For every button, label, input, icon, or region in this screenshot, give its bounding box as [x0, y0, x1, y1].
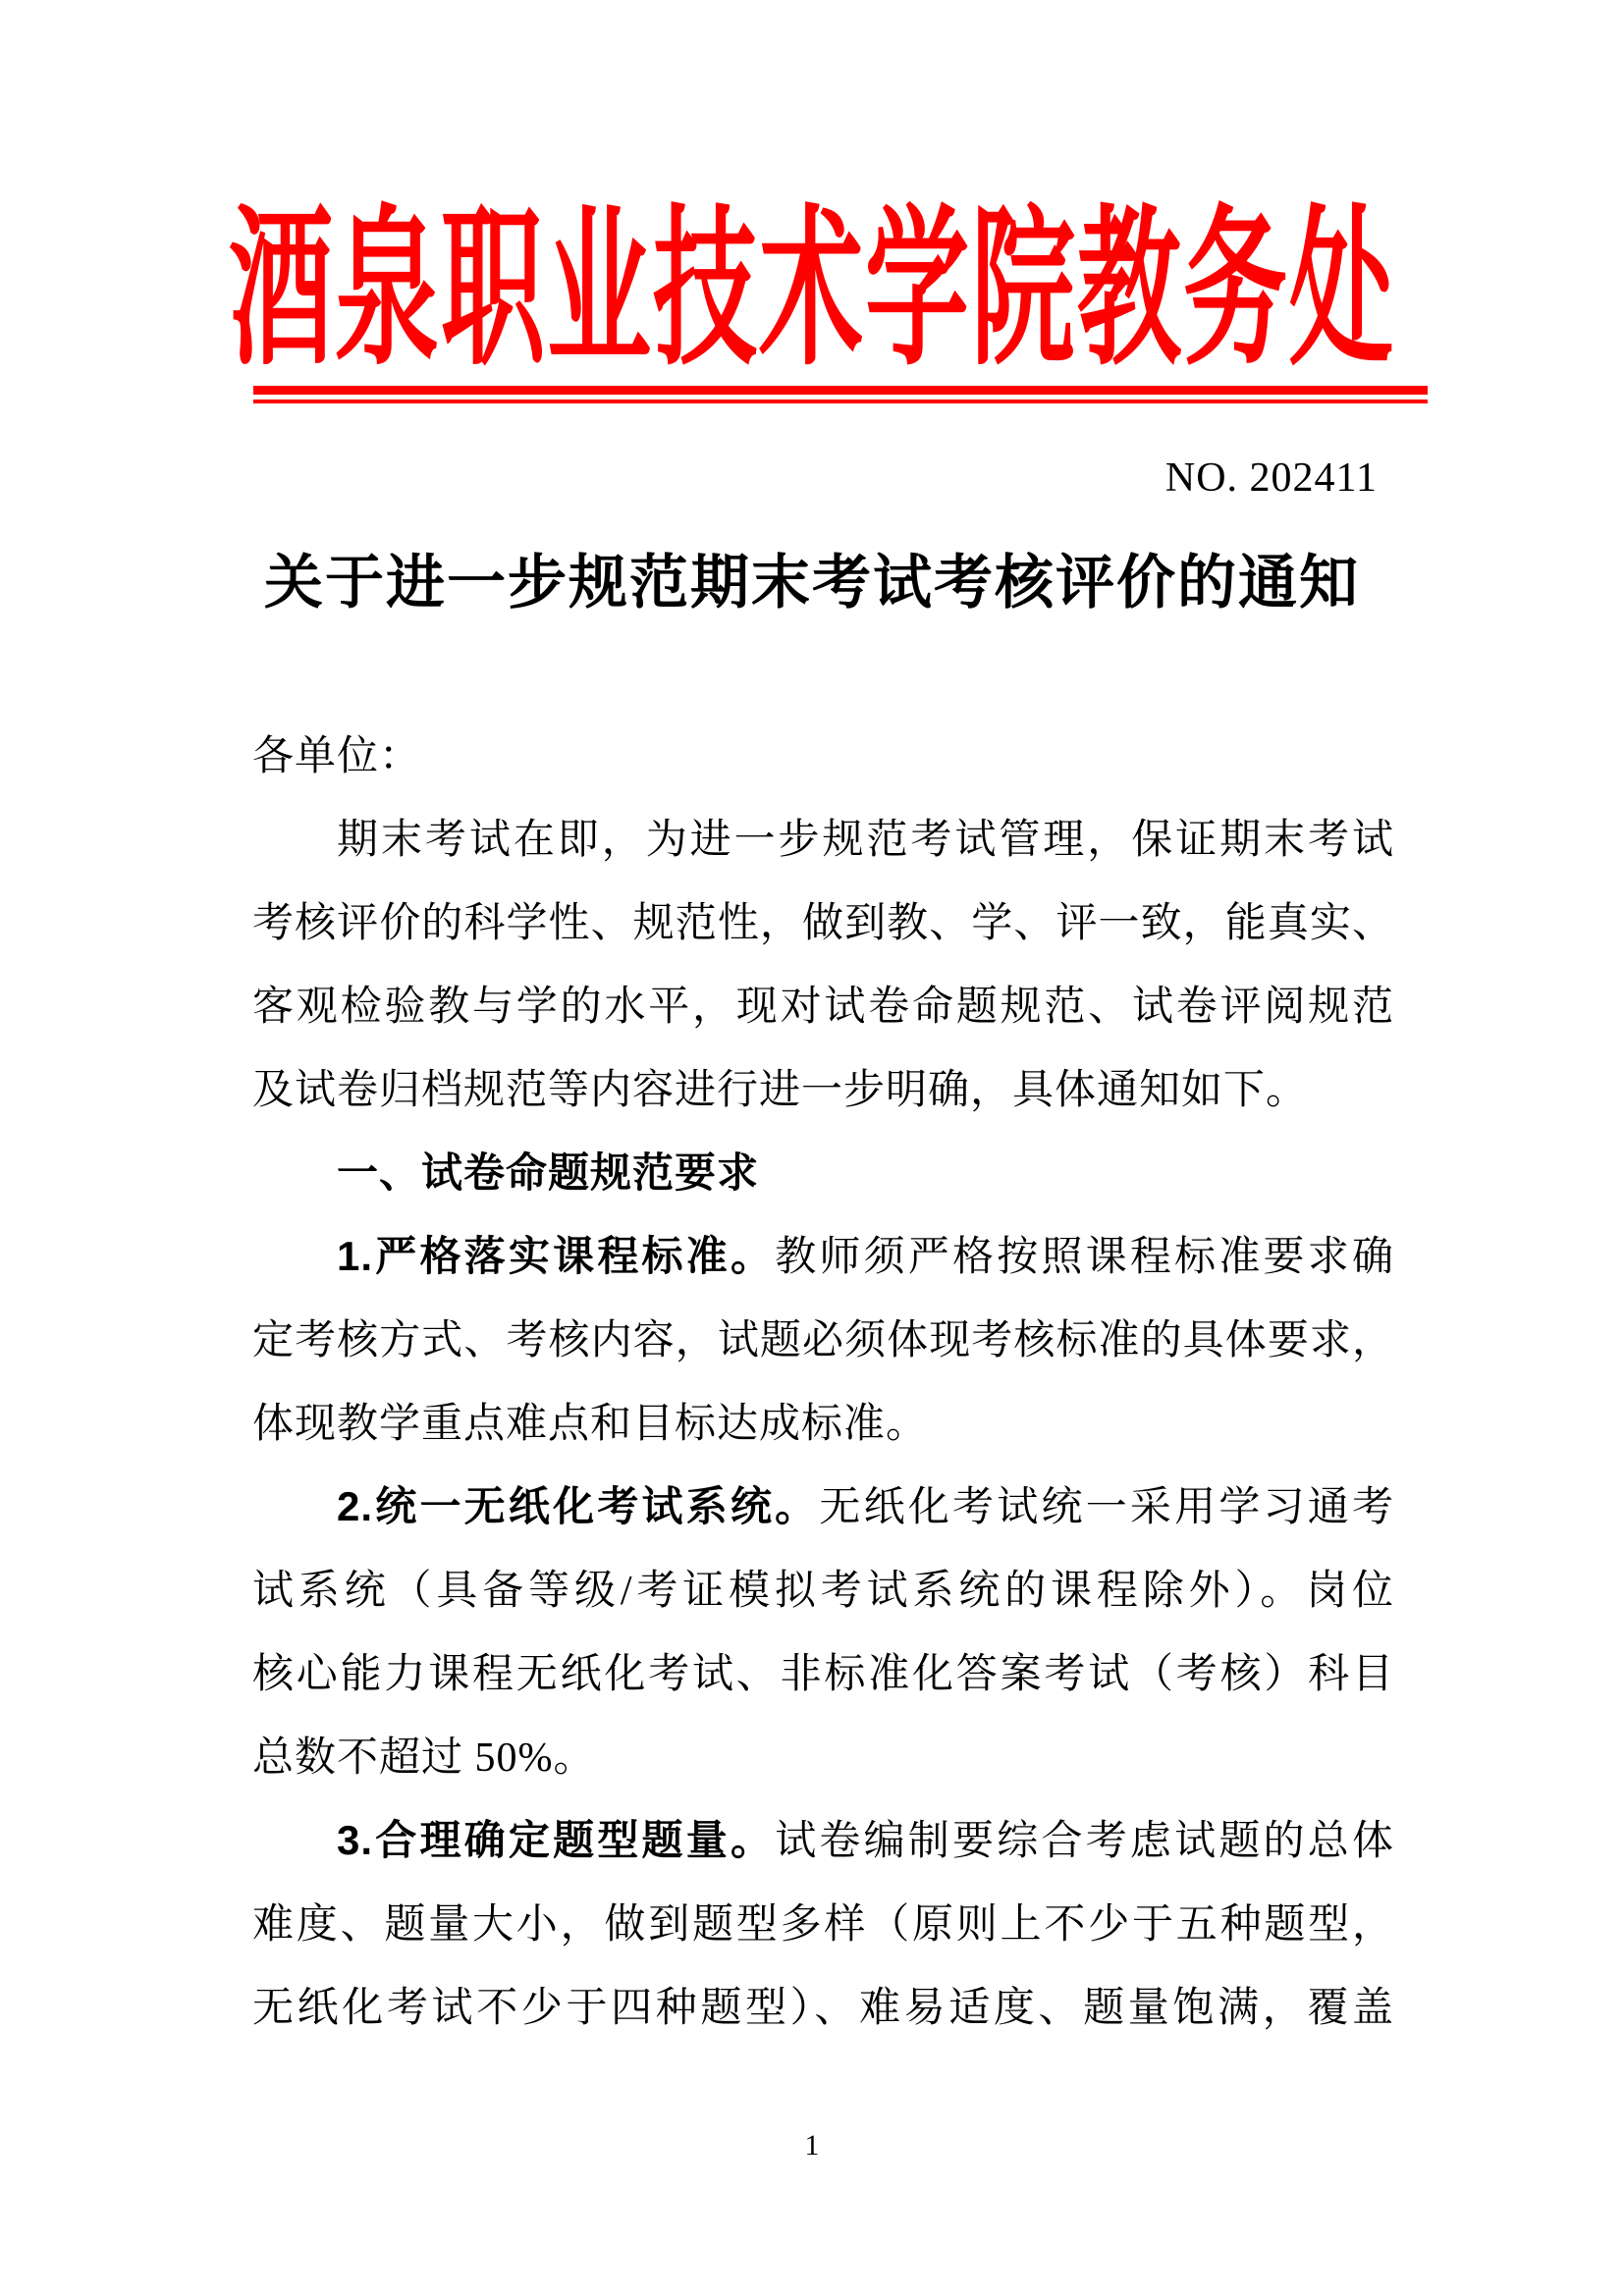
body-line-text: 各单位： [252, 734, 422, 779]
body-line [252, 1631, 1394, 1715]
notice-title: 关于进一步规范期末考试考核评价的通知 [264, 551, 1360, 615]
letterhead-rule-thin [253, 400, 1428, 403]
body-line-text: 期末考试在即，为进一步规范考试管理，保证期末考试 [337, 818, 1394, 863]
body-line [252, 964, 1394, 1047]
body-line-text: 定考核方式、考核内容，试题必须体现考核标准的具体要求， [252, 1318, 1394, 1363]
body-line-emphasis: 2.统一无纸化考试系统。 [337, 1483, 820, 1529]
body-line-text: 试系统（具备等级/考证模拟考试系统的课程除外）。岗位 [252, 1569, 1394, 1614]
body-line-emphasis: 1.严格落实课程标准。 [337, 1233, 776, 1279]
doc-number: NO. 202411 [1164, 455, 1378, 501]
body-line [252, 1465, 1394, 1548]
body-line [252, 1798, 1394, 1882]
body-line-text: 无纸化考试统一采用学习通考 [819, 1485, 1394, 1530]
org-title: 酒泉职业技术学院教务处 [229, 195, 1395, 386]
body-line-text: 总数不超过 50%。 [252, 1735, 596, 1781]
body-line-text: 核心能力课程无纸化考试、非标准化答案考试（考核）科目 [252, 1652, 1394, 1697]
letterhead-rule-thick [253, 386, 1428, 395]
body-line-text: 难度、题量大小，做到题型多样（原则上不少于五种题型， [252, 1902, 1394, 1948]
body-line [252, 1214, 1394, 1298]
body-line-text: 教师须严格按照课程标准要求确 [775, 1235, 1394, 1280]
page-number: 1 [804, 2129, 820, 2162]
body-line-text: 考核评价的科学性、规范性，做到教、学、评一致，能真实、 [252, 901, 1394, 946]
body-line-text: 体现教学重点难点和目标达成标准。 [252, 1402, 929, 1447]
body-line-text: 及试卷归档规范等内容进行进一步明确，具体通知如下。 [252, 1068, 1309, 1113]
body-line-emphasis: 3.合理确定题型题量。 [337, 1817, 776, 1863]
notice-body [252, 714, 1394, 2049]
body-line-emphasis: 一、试卷命题规范要求 [337, 1149, 760, 1196]
body-line-text: 客观检验教与学的水平，现对试卷命题规范、试卷评阅规范 [252, 985, 1394, 1030]
body-line [252, 881, 1394, 964]
body-line [252, 1882, 1394, 1965]
body-line [252, 1298, 1394, 1381]
body-line [252, 797, 1394, 881]
body-line [252, 1047, 1394, 1131]
body-line [252, 1381, 1394, 1465]
body-line [252, 1715, 1394, 1798]
body-line [252, 1548, 1394, 1631]
body-line-text: 试卷编制要综合考虑试题的总体 [775, 1819, 1394, 1864]
section-heading [252, 1131, 1394, 1214]
body-line [252, 1965, 1394, 2049]
body-line-salutation [252, 714, 1394, 797]
body-line-text: 无纸化考试不少于四种题型）、难易适度、题量饱满，覆盖 [252, 1986, 1394, 2031]
